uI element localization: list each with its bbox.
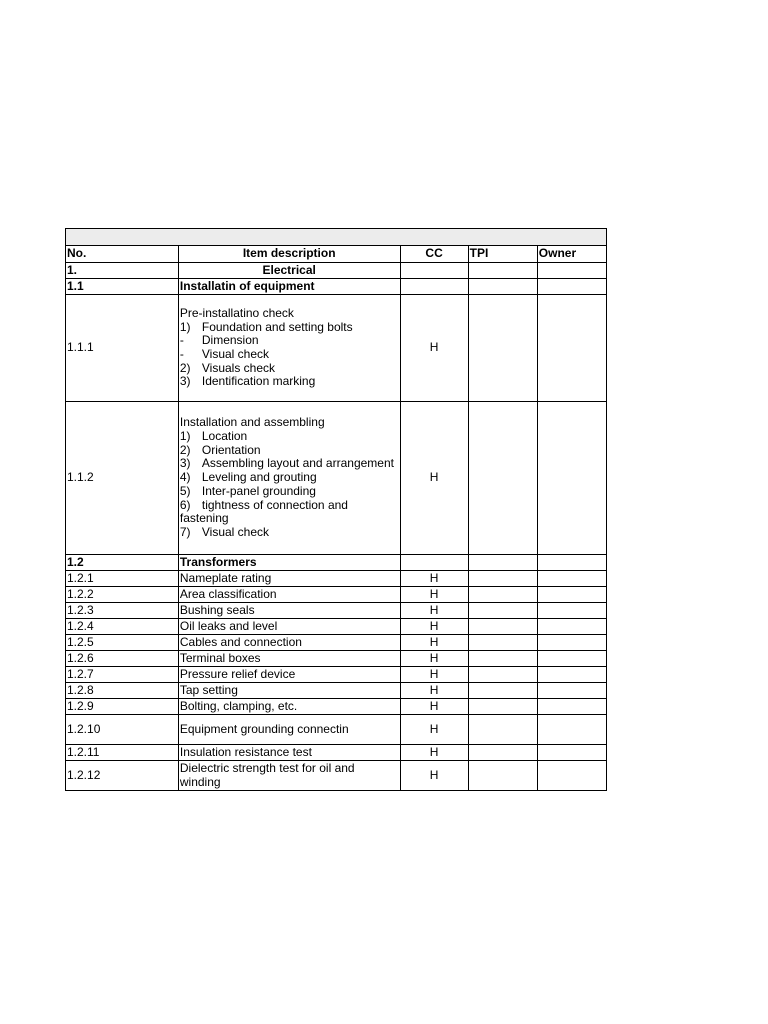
cell (468, 555, 537, 571)
row-owner (537, 667, 606, 683)
item-title: Pre-installatino check (179, 305, 294, 320)
row-number: 1.2.7 (66, 667, 179, 683)
cell (400, 263, 468, 279)
row-owner (537, 715, 606, 745)
row-number: 1.2.8 (66, 683, 179, 699)
row-description: Pressure relief device (178, 667, 400, 683)
item-line-text: Leveling and grouting (201, 470, 317, 485)
row-tpi (468, 603, 537, 619)
subsection-number: 1.2 (66, 555, 179, 571)
item-title: Installation and assembling (179, 415, 325, 430)
table-row (66, 699, 607, 715)
row-owner (537, 571, 606, 587)
row-tpi (468, 683, 537, 699)
row-tpi (468, 667, 537, 683)
table-row (66, 571, 607, 587)
item-line (180, 334, 399, 348)
item-description (178, 295, 400, 402)
item-line-marker: 2) (179, 360, 191, 375)
header-no: No. (66, 246, 179, 263)
row-owner (537, 745, 606, 761)
header-cc: CC (400, 246, 468, 263)
item-line (180, 348, 399, 362)
item-line-marker: - (179, 347, 184, 361)
item-line-text: Inter-panel grounding (201, 483, 316, 498)
row-description: Oil leaks and level (178, 619, 400, 635)
header-tpi: TPI (468, 246, 537, 263)
item-line-marker: 3) (179, 374, 191, 389)
item-line-marker: 5) (179, 483, 191, 498)
row-cc: H (400, 619, 468, 635)
inspection-table (65, 228, 607, 791)
cell (468, 263, 537, 279)
row-owner (537, 651, 606, 667)
section-title: Electrical (178, 263, 400, 279)
subsection-row (66, 279, 607, 295)
top-band-row (66, 229, 607, 246)
row-number: 1.2.12 (66, 761, 179, 791)
item-number: 1.1.1 (66, 295, 179, 402)
item-line-marker: 1) (179, 319, 191, 334)
row-description: Bolting, clamping, etc. (178, 699, 400, 715)
cell (537, 555, 606, 571)
row-description: Nameplate rating (178, 571, 400, 587)
row-number: 1.2.3 (66, 603, 179, 619)
row-tpi (468, 745, 537, 761)
item-line (180, 471, 399, 485)
table-row (66, 761, 607, 791)
row-owner (537, 587, 606, 603)
row-number: 1.2.1 (66, 571, 179, 587)
item-row-1-1-1 (66, 295, 607, 402)
header-row (66, 246, 607, 263)
row-tpi (468, 699, 537, 715)
item-line-text: tightness of connection and fastening (179, 497, 348, 526)
item-line-text: Visuals check (201, 360, 276, 375)
subsection-number: 1.1 (66, 279, 179, 295)
item-cc: H (400, 402, 468, 555)
cell (537, 263, 606, 279)
row-cc: H (400, 745, 468, 761)
item-line-marker: 7) (179, 524, 191, 539)
item-line-marker: 3) (179, 456, 191, 471)
item-row-1-1-2 (66, 402, 607, 555)
item-lines (180, 321, 399, 390)
row-cc: H (400, 761, 468, 791)
table-row (66, 715, 607, 745)
cell (468, 279, 537, 295)
row-description: Cables and connection (178, 635, 400, 651)
item-line (180, 485, 399, 499)
cell (400, 555, 468, 571)
item-line (180, 444, 399, 458)
table-row (66, 745, 607, 761)
header-item-description: Item description (178, 246, 400, 263)
table-row (66, 635, 607, 651)
item-line-marker: 2) (179, 442, 191, 457)
row-tpi (468, 619, 537, 635)
subsection-title: Transformers (178, 555, 400, 571)
section-row (66, 263, 607, 279)
item-tpi (468, 295, 537, 402)
row-cc: H (400, 699, 468, 715)
item-description (178, 402, 400, 555)
table-row (66, 667, 607, 683)
row-number: 1.2.9 (66, 699, 179, 715)
row-number: 1.2.4 (66, 619, 179, 635)
row-description: Dielectric strength test for oil and winding (178, 761, 400, 791)
subsection-row (66, 555, 607, 571)
row-description: Bushing seals (178, 603, 400, 619)
item-line-text: Orientation (201, 442, 261, 457)
row-owner (537, 761, 606, 791)
row-description: Equipment grounding connectin (178, 715, 400, 745)
row-description: Tap setting (178, 683, 400, 699)
row-tpi (468, 715, 537, 745)
item-lines (180, 430, 399, 540)
item-line-text: Location (201, 429, 248, 444)
item-line-text: Foundation and setting bolts (201, 319, 353, 334)
item-line-marker: 1) (179, 429, 191, 444)
table-row (66, 651, 607, 667)
row-owner (537, 603, 606, 619)
item-line-text: Assembling layout and arrangement (201, 456, 394, 471)
row-cc: H (400, 571, 468, 587)
item-line (180, 499, 399, 526)
row-number: 1.2.5 (66, 635, 179, 651)
row-cc: H (400, 587, 468, 603)
row-owner (537, 635, 606, 651)
item-number: 1.1.2 (66, 402, 179, 555)
header-owner: Owner (537, 246, 606, 263)
item-line-text: Visual check (201, 347, 270, 361)
row-owner (537, 699, 606, 715)
row-tpi (468, 635, 537, 651)
item-line-marker: 4) (179, 470, 191, 485)
item-line-marker: - (179, 333, 184, 348)
row-cc: H (400, 715, 468, 745)
row-tpi (468, 761, 537, 791)
row-description: Terminal boxes (178, 651, 400, 667)
item-line-text: Dimension (201, 333, 259, 348)
item-line (180, 526, 399, 540)
cell (400, 279, 468, 295)
table-row (66, 619, 607, 635)
item-line (180, 321, 399, 335)
item-line-text: Identification marking (201, 374, 316, 389)
row-cc: H (400, 651, 468, 667)
item-line (180, 457, 399, 471)
row-cc: H (400, 635, 468, 651)
row-number: 1.2.6 (66, 651, 179, 667)
row-tpi (468, 571, 537, 587)
row-cc: H (400, 683, 468, 699)
row-cc: H (400, 603, 468, 619)
row-number: 1.2.11 (66, 745, 179, 761)
top-band-cell (66, 229, 607, 246)
table-row (66, 683, 607, 699)
table-row (66, 603, 607, 619)
row-cc: H (400, 667, 468, 683)
item-line (180, 430, 399, 444)
row-description: Area classification (178, 587, 400, 603)
item-owner (537, 402, 606, 555)
row-tpi (468, 587, 537, 603)
item-line (180, 375, 399, 389)
row-number: 1.2.10 (66, 715, 179, 745)
cell (537, 279, 606, 295)
row-owner (537, 619, 606, 635)
item-cc: H (400, 295, 468, 402)
item-line-text: Visual check (201, 524, 270, 539)
item-tpi (468, 402, 537, 555)
item-owner (537, 295, 606, 402)
subsection-title: Installatin of equipment (178, 279, 400, 295)
section-number: 1. (66, 263, 179, 279)
item-line (180, 362, 399, 376)
row-description: Insulation resistance test (178, 745, 400, 761)
table-row (66, 587, 607, 603)
row-owner (537, 683, 606, 699)
item-line-marker: 6) (179, 497, 191, 512)
row-number: 1.2.2 (66, 587, 179, 603)
row-tpi (468, 651, 537, 667)
